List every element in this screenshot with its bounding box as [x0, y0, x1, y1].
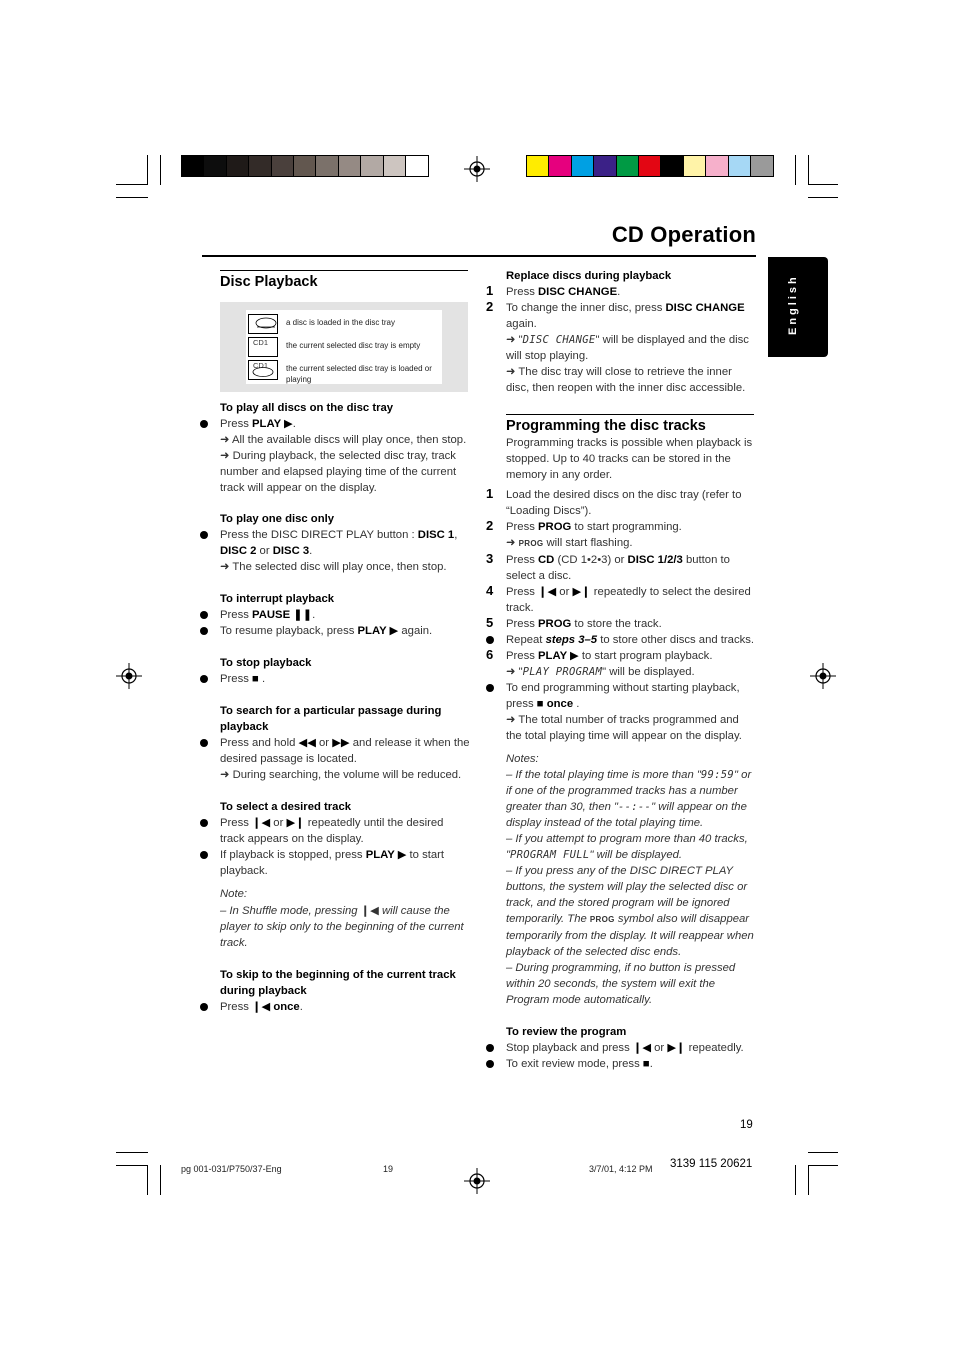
- note-text: – During programming, if no button is pressed within 20 seconds, the system will exit the Program mode automatically.: [506, 962, 736, 1006]
- list-item: Press the DISC DIRECT PLAY button : DISC 1, DISC 2 or DISC 3.: [220, 527, 470, 559]
- color-swatch: [182, 156, 204, 176]
- color-swatch: [204, 156, 226, 176]
- section-title-disc-playback: Disc Playback: [220, 274, 318, 290]
- list-item: Press PAUSE ❚❚.: [220, 607, 470, 623]
- note-text: – If you press any of the DISC DIRECT PLAY buttons, the system will play the selected disc or track, and the stored program will be ignored temporarily. The PROG symbol also will disappear temporarily from the display. It will reappear when playback of the selected disc ends.: [506, 865, 754, 958]
- subheading-interrupt: To interrupt playback: [220, 593, 335, 605]
- bullet: [200, 611, 208, 619]
- color-swatch: [729, 156, 751, 176]
- color-swatch: [684, 156, 706, 176]
- bullet: [486, 684, 494, 692]
- subheading-search: To search for a particular passage during playback: [220, 705, 442, 733]
- footer-file-name: pg 001-031/P750/37-Eng: [181, 1164, 282, 1174]
- result-text: ➜ PROG will start flashing.: [506, 537, 633, 549]
- step-item: 2 To change the inner disc, press DISC CHANGE again.: [486, 299, 745, 330]
- next-track-icon: ▶❙: [286, 817, 305, 829]
- registration-mark-icon: [464, 1168, 490, 1194]
- step-item: 3 Press CD (CD 1•2•3) or DISC 1/2/3 button to select a disc.: [486, 551, 730, 582]
- color-swatch: [249, 156, 271, 176]
- color-swatch: [617, 156, 639, 176]
- color-swatch: [406, 156, 428, 176]
- language-tab-label: English: [787, 274, 799, 335]
- display-icon-legend: [220, 302, 468, 392]
- step-item: 4 Press ❙◀ or ▶❙ repeatedly to select the desired track.: [486, 583, 751, 614]
- fast-forward-icon: ▶▶: [332, 737, 350, 749]
- color-swatch: [751, 156, 773, 176]
- section-rule: [506, 414, 754, 415]
- bullet: [200, 1003, 208, 1011]
- result-text: ➜ The selected disc will play once, then stop.: [220, 561, 447, 573]
- color-swatch: [339, 156, 361, 176]
- subheading-skip: To skip to the beginning of the current track during playback: [220, 969, 456, 997]
- intro-text: Programming tracks is possible when playback is stopped. Up to 40 tracks can be stored in the memory in any order.: [506, 437, 753, 481]
- section-title-programming: Programming the disc tracks: [506, 418, 706, 434]
- left-column: [220, 270, 470, 1015]
- step-item: 2 Press PROG to start programming.: [486, 518, 682, 533]
- previous-track-icon: ❙◀: [252, 1001, 271, 1013]
- list-item: To resume playback, press PLAY ▶ again.: [220, 623, 470, 639]
- step-item: 1 Press DISC CHANGE.: [486, 283, 621, 298]
- color-swatch: [294, 156, 316, 176]
- previous-track-icon: ❙◀: [632, 1042, 652, 1054]
- list-item: Press ■ .: [220, 671, 470, 687]
- title-rule: [202, 255, 756, 257]
- bullet: [486, 1060, 494, 1068]
- stop-icon: ■: [642, 1058, 650, 1070]
- step-item: 5 Press PROG to store the track.: [486, 615, 662, 630]
- grayscale-color-bar: [181, 155, 429, 177]
- color-swatch: [384, 156, 406, 176]
- next-track-icon: ▶❙: [572, 586, 591, 598]
- cd1-loaded-icon: CD1: [248, 360, 278, 380]
- note-text: – If you attempt to program more than 40 tracks, "PROGRAM FULL" will be displayed.: [506, 833, 748, 861]
- bullet: [200, 739, 208, 747]
- note-text: – If the total playing time is more than "99:59" or if one of the programmed tracks has a number greater than 30, then "--:--" will appear on the display instead of the total playing time.: [506, 769, 752, 829]
- bullet: [486, 636, 494, 644]
- color-swatch: [594, 156, 616, 176]
- stop-icon: ■: [536, 698, 544, 710]
- note-label: Note:: [220, 888, 248, 900]
- subheading-play-all: To play all discs on the disc tray: [220, 402, 394, 414]
- next-track-icon: ▶❙: [667, 1042, 686, 1054]
- previous-track-icon: ❙◀: [252, 817, 271, 829]
- rewind-icon: ◀◀: [298, 737, 316, 749]
- list-item: If playback is stopped, press PLAY ▶ to start playback.: [220, 847, 470, 879]
- color-swatch: [527, 156, 549, 176]
- process-color-bar: [526, 155, 774, 177]
- cd1-empty-icon: CD1: [248, 337, 278, 357]
- color-swatch: [227, 156, 249, 176]
- bullet: [200, 420, 208, 428]
- disc-in-tray-icon: [248, 314, 278, 334]
- bullet: [200, 675, 208, 683]
- list-item: Press and hold ◀◀ or ▶▶ and release it when the desired passage is located.: [220, 735, 470, 767]
- legend-row: CD1 the current selected disc tray is loaded or playing: [248, 360, 440, 380]
- step-item: 1 Load the desired discs on the disc tray (refer to “Loading Discs”).: [486, 486, 742, 517]
- prog-indicator: PROG: [518, 539, 544, 548]
- page-number: 19: [740, 1119, 753, 1131]
- registration-mark-icon: [116, 663, 142, 689]
- color-swatch: [316, 156, 338, 176]
- bullet: [486, 1044, 494, 1052]
- list-item: Repeat steps 3–5 to store other discs and tracks.: [506, 632, 756, 648]
- result-text: ➜ The total number of tracks programmed and the total playing time will appear on the display.: [506, 714, 742, 742]
- bullet: [200, 851, 208, 859]
- list-item: Press ❙◀ or ▶❙ repeatedly until the desired track appears on the display.: [220, 815, 470, 847]
- list-item: To end programming without starting playback, press ■ once .: [506, 680, 756, 712]
- legend-row: CD1 the current selected disc tray is empty: [248, 337, 440, 357]
- lcd-text: PLAY PROGRAM: [522, 666, 603, 678]
- note-text: – In Shuffle mode, pressing ❙◀ will cause the player to skip only to the beginning of the current track.: [220, 905, 464, 949]
- notes-label: Notes:: [506, 753, 539, 765]
- catalog-number: 3139 115 20621: [670, 1158, 753, 1170]
- subheading-play-one: To play one disc only: [220, 513, 335, 525]
- color-swatch: [272, 156, 294, 176]
- list-item: Press ❙◀ once.: [220, 999, 470, 1015]
- legend-row: a disc is loaded in the disc tray: [248, 314, 440, 334]
- step-item: 6 Press PLAY ▶ to start program playback.: [486, 647, 713, 662]
- result-text: ➜ All the available discs will play once, then stop.: [220, 434, 467, 446]
- language-tab: [768, 257, 828, 357]
- subheading-stop: To stop playback: [220, 657, 312, 669]
- subheading-select: To select a desired track: [220, 801, 352, 813]
- bullet: [200, 627, 208, 635]
- list-item: Stop playback and press ❙◀ or ▶❙ repeatedly.: [506, 1040, 756, 1056]
- color-swatch: [572, 156, 594, 176]
- result-text: ➜ The disc tray will close to retrieve the inner disc, then reopen with the inner disc accessible.: [506, 366, 746, 394]
- color-swatch: [706, 156, 728, 176]
- result-text: ➜ During searching, the volume will be reduced.: [220, 769, 462, 781]
- registration-mark-icon: [810, 663, 836, 689]
- subheading-review: To review the program: [506, 1026, 627, 1038]
- result-text: ➜ "PLAY PROGRAM" will be displayed.: [506, 666, 695, 678]
- stop-icon: ■: [252, 673, 259, 685]
- section-rule: [220, 270, 468, 271]
- color-swatch: [549, 156, 571, 176]
- color-swatch: [361, 156, 383, 176]
- bullet: [200, 819, 208, 827]
- bullet: [200, 531, 208, 539]
- footer-page: 19: [383, 1164, 394, 1174]
- previous-track-icon: ❙◀: [538, 586, 557, 598]
- result-text: ➜ During playback, the selected disc tray, track number and elapsed playing time of the current track will appear on the display.: [220, 450, 457, 494]
- right-column: [486, 268, 756, 1072]
- list-item: To exit review mode, press ■.: [506, 1056, 756, 1072]
- list-item: Press PLAY ▶.: [220, 416, 470, 432]
- registration-mark-icon: [464, 156, 490, 182]
- color-swatch: [639, 156, 661, 176]
- page-title: CD Operation: [611, 222, 756, 247]
- footer-date: 3/7/01, 4:12 PM: [589, 1164, 653, 1174]
- color-swatch: [661, 156, 683, 176]
- subheading-replace-discs: Replace discs during playback: [506, 270, 672, 282]
- lcd-text: DISC CHANGE: [522, 334, 596, 346]
- result-text: ➜ "DISC CHANGE" will be displayed and the disc will stop playing.: [506, 334, 749, 362]
